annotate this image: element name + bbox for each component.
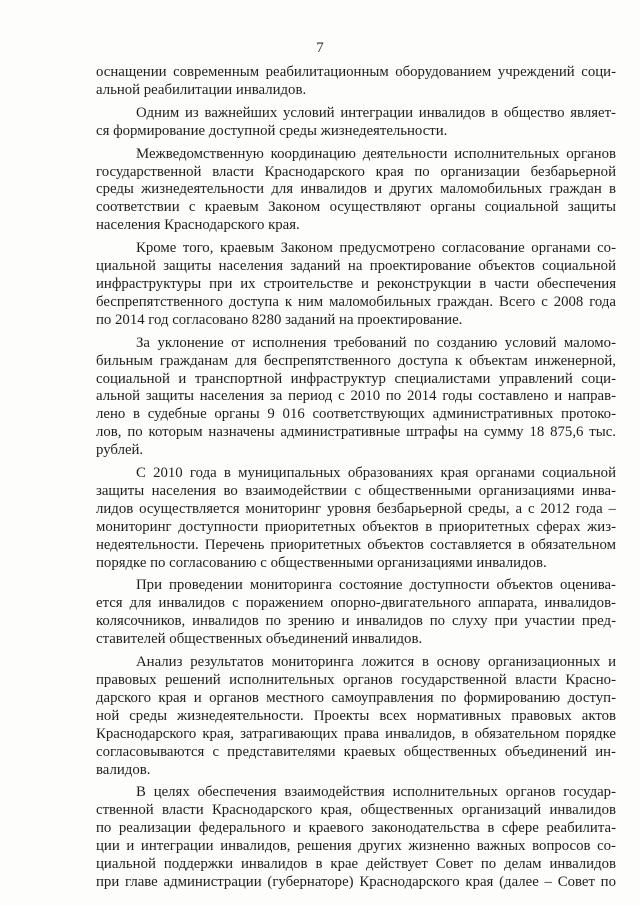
text-line: среды жизнедеятельности для инвалидов и других маломобильных граждан в (96, 181, 616, 198)
text-line: мониторинг доступности приоритетных объектов в приоритетных сферах жиз- (96, 518, 616, 535)
text-line: В целях обеспечения взаимодействия исполнительных органов государ- (136, 784, 616, 801)
text-line: соответствии с краевым Законом осуществляют органы социальной защиты (96, 199, 616, 216)
paragraph (96, 64, 616, 100)
paragraph (96, 784, 616, 891)
text-line: по 2014 год согласовано 8280 заданий на проектирование. (96, 311, 463, 328)
text-line: Анализ результатов мониторинга ложится в основу организационных и (136, 654, 616, 671)
paragraph (96, 105, 616, 141)
text-line: валидов. (96, 761, 151, 778)
document-body (96, 64, 616, 897)
text-line: по реализации федерального и краевого законодательства в сфере реабилита- (96, 820, 616, 837)
paragraph (96, 465, 616, 572)
text-line: циальной поддержки инвалидов в крае действует Совет по делам инвалидов (96, 856, 616, 873)
text-line: рублей. (96, 442, 144, 459)
text-line: социальной и транспортной инфраструктур специалистами управлений соци- (96, 370, 616, 387)
text-line: лов, по которым назначены административные штрафы на сумму 18 875,6 тыс. (96, 424, 616, 441)
text-line: защиты населения во взаимодействии с общественными организациями инва- (96, 482, 616, 499)
text-line: колясочников, инвалидов по зрению и инвалидов по слуху при участии пред- (96, 613, 616, 630)
text-line: ной среды жизнедеятельности. Проекты всех нормативных правовых актов (96, 707, 616, 724)
text-line: ется для инвалидов с поражением опорно-двигательного аппарата, инвалидов- (96, 595, 616, 612)
text-line: Межведомственную координацию деятельности исполнительных органов (136, 145, 616, 162)
text-line: оснащении современным реабилитационным оборудованием учреждений соци- (96, 64, 616, 80)
text-line: альной реабилитации инвалидов. (96, 81, 307, 98)
text-line: С 2010 года в муниципальных образованиях края органами социальной (136, 465, 616, 482)
text-line: ции и интеграции инвалидов, решения других жизненно важных вопросов со- (96, 838, 616, 855)
text-line: дарского края и органов местного самоуправления по формированию доступ- (96, 689, 616, 706)
text-line: бильным гражданам для беспрепятственного доступа к объектам инженерной, (96, 352, 616, 369)
text-line: Одним из важнейших условий интеграции инвалидов в общество являет- (136, 104, 616, 121)
text-line: при главе администрации (губернаторе) Краснодарского края (далее – Совет по (96, 873, 616, 890)
text-line: Кроме того, краевым Законом предусмотрено согласование органами со- (136, 240, 616, 257)
text-line: государственной власти Краснодарского края по организации безбарьерной (96, 163, 616, 180)
text-line: лидов осуществляется мониторинг уровня безбарьерной среды, а с 2012 года – (96, 500, 616, 517)
page-number: 7 (316, 40, 324, 56)
text-line: ственной власти Краснодарского края, общественных организаций инвалидов (96, 802, 616, 819)
text-line: циальной защиты населения заданий на проектирование объектов социальной (96, 258, 616, 275)
text-line: При проведении мониторинга состояние доступности объектов оценива- (136, 577, 616, 594)
text-line: ся формирование доступной среды жизнедеятельности. (96, 122, 448, 139)
text-line: ставителей общественных объединений инвалидов. (96, 631, 423, 648)
text-line: недеятельности. Перечень приоритетных объектов составляется в обязательном (96, 536, 616, 553)
paragraph (96, 577, 616, 649)
text-line: инфраструктуры при их строительстве и реконструкции в части обеспечения (96, 275, 616, 292)
text-line: беспрепятственного доступа к ним маломобильных граждан. Всего с 2008 года (96, 293, 616, 310)
paragraph (96, 240, 616, 330)
text-line: правовых решений исполнительных органов государственной власти Красно- (96, 672, 616, 688)
text-line: согласовываются с представителями краевых общественных объединений ин- (96, 743, 616, 760)
paragraph (96, 146, 616, 236)
text-line: Краснодарского края, затрагивающих права инвалидов, в обязательном порядке (96, 725, 616, 742)
text-line: За уклонение от исполнения требований по созданию условий маломо- (136, 334, 616, 351)
text-line: населения Краснодарского края. (96, 217, 300, 234)
text-line: альной защиты населения за период с 2010 по 2014 годы составлено и направ- (96, 388, 616, 405)
paragraph (96, 335, 616, 460)
text-line: порядке по согласованию с общественными организациями инвалидов. (96, 554, 547, 571)
paragraph (96, 654, 616, 779)
text-line: лено в судебные органы 9 016 соответствующих административных протоко- (96, 406, 616, 423)
